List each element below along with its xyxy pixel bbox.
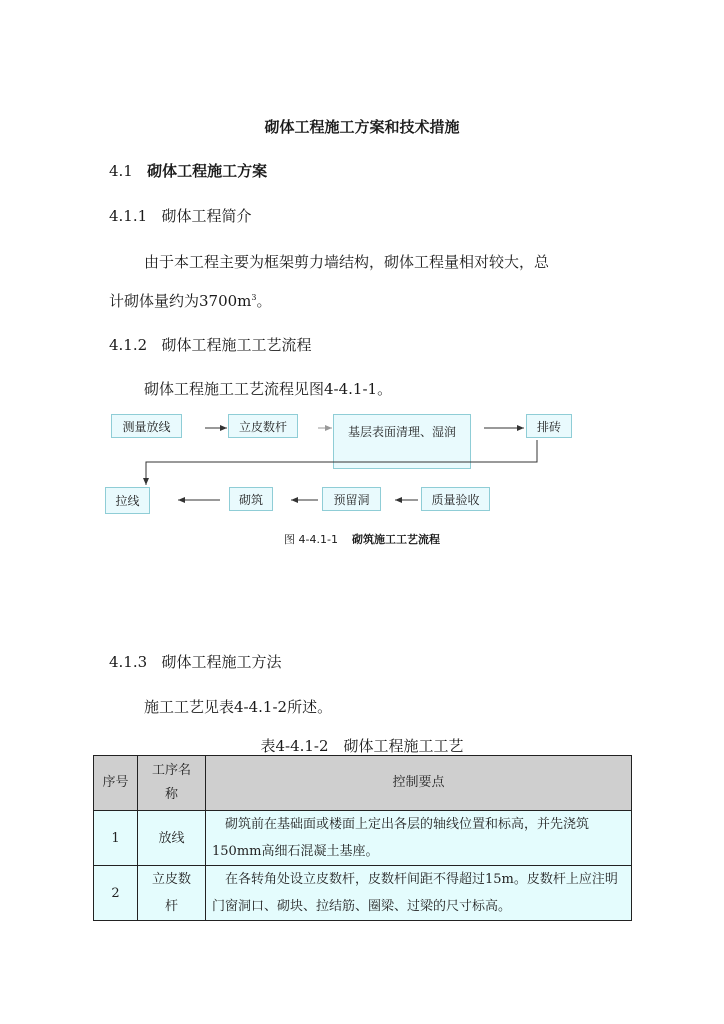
row-seq: 2 <box>94 866 138 921</box>
section-4-1-title: 砌体工程施工方案 <box>147 162 268 180</box>
section-4-1-2-title: 砌体工程施工工艺流程 <box>161 336 312 354</box>
header-name: 工序名称 <box>138 756 206 811</box>
section-4-1-3-heading <box>109 651 282 672</box>
flow-step-story-pole: 立皮数杆 <box>228 414 298 438</box>
intro-volume-end: 。 <box>256 292 272 310</box>
header-points: 控制要点 <box>206 756 632 811</box>
intro-volume-text: 计砌体量约为3700m <box>109 292 252 310</box>
section-4-1-heading <box>109 160 267 181</box>
table-row <box>94 866 632 921</box>
section-4-1-number: 4.1 <box>109 162 133 180</box>
table-reference-paragraph: 施工工艺见表4-4.1-2所述。 <box>144 698 333 716</box>
section-4-1-1-heading <box>109 205 252 226</box>
section-4-1-3-number: 4.1.3 <box>109 653 148 671</box>
section-4-1-3-title: 砌体工程施工方法 <box>161 653 282 671</box>
intro-paragraph-line1: 由于本工程主要为框架剪力墙结构，砌体工程量相对较大，总 <box>144 253 550 271</box>
row-name: 立皮数杆 <box>138 866 206 921</box>
flow-step-base-cleaning: 基层表面清理、湿润 <box>333 414 471 469</box>
section-4-1-2-heading <box>109 334 312 355</box>
flow-caption-title: 砌筑施工工艺流程 <box>351 533 440 546</box>
row-seq: 1 <box>94 811 138 866</box>
row-points: 在各转角处设立皮数杆，皮数杆间距不得超过15m。皮数杆上应注明门窗洞口、砌块、拉结筋、圈梁、过梁的尺寸标高。 <box>206 866 632 921</box>
section-4-1-1-number: 4.1.1 <box>109 207 148 225</box>
flow-step-string-line: 拉线 <box>105 487 150 514</box>
table-caption: 表4-4.1-2 砌体工程施工工艺 <box>260 737 464 755</box>
flow-step-survey: 测量放线 <box>111 414 182 438</box>
flow-step-reserved-hole: 预留洞 <box>322 487 381 511</box>
table-row <box>94 811 632 866</box>
row-name: 放线 <box>138 811 206 866</box>
flow-caption <box>0 531 724 547</box>
intro-paragraph-line2 <box>109 282 272 317</box>
header-seq: 序号 <box>94 756 138 811</box>
flow-step-quality-check: 质量验收 <box>421 487 490 511</box>
flow-reference-paragraph: 砌体工程施工工艺流程见图4-4.1-1。 <box>144 380 393 398</box>
flow-step-masonry: 砌筑 <box>229 487 273 511</box>
flow-step-brick-layout: 排砖 <box>526 414 572 438</box>
process-table <box>93 755 632 921</box>
table-header-row <box>94 756 632 811</box>
section-4-1-2-number: 4.1.2 <box>109 336 148 354</box>
flow-caption-number: 图 4-4.1-1 <box>284 533 338 546</box>
document-title: 砌体工程施工方案和技术措施 <box>264 118 460 136</box>
section-4-1-1-title: 砌体工程简介 <box>161 207 252 225</box>
intro-volume-sup: 3 <box>251 293 257 302</box>
row-points: 砌筑前在基础面或楼面上定出各层的轴线位置和标高，并先浇筑150mm高细石混凝土基座。 <box>206 811 632 866</box>
